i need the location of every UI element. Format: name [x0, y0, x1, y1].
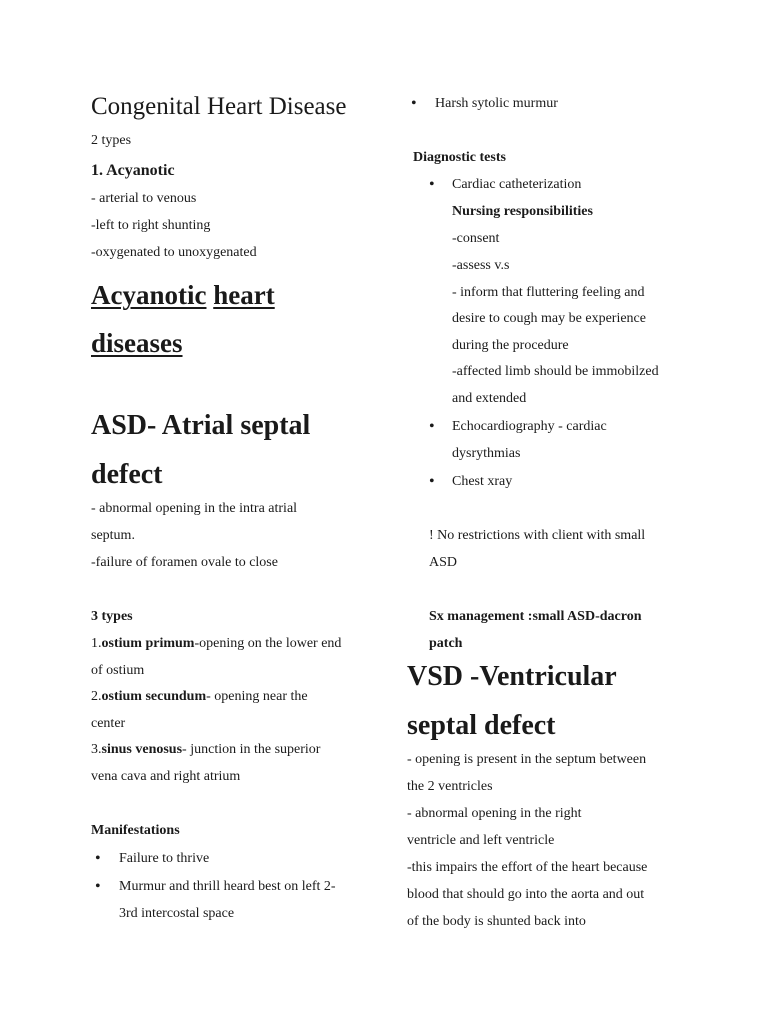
type-item-cont: of ostium — [91, 663, 145, 678]
section-heading-word: Acyanotic — [91, 280, 207, 310]
asd-heading-cont: defect — [91, 459, 163, 490]
vsd-desc-line: of the body is shunted back into — [407, 914, 586, 929]
section-heading — [91, 280, 275, 311]
restriction-note-cont: ASD — [429, 555, 458, 570]
manifestation-item: Murmur and thrill heard best on left 2- — [119, 879, 336, 894]
vsd-heading-cont: septal defect — [407, 710, 556, 741]
nursing-line: -assess v.s — [452, 258, 510, 273]
type-item: 3.sinus venosus- junction in the superior — [91, 742, 321, 757]
sx-management: Sx management :small ASD-dacron — [429, 609, 642, 624]
diagnostic-item: Echocardiography - cardiac — [452, 419, 607, 434]
section-heading-line2 — [91, 328, 183, 359]
acyanotic-point: - arterial to venous — [91, 191, 197, 206]
manifestations-label: Manifestations — [91, 823, 180, 838]
manifestation-item: Failure to thrive — [119, 851, 210, 866]
vsd-desc-line: blood that should go into the aorta and out — [407, 887, 645, 902]
type-item-cont: vena cava and right atrium — [91, 769, 241, 784]
type-item: 2.ostium secundum- opening near the — [91, 689, 308, 704]
section-heading-word: heart — [213, 280, 275, 310]
vsd-desc-line: - abnormal opening in the right — [407, 806, 582, 821]
sx-management-cont: patch — [429, 636, 463, 651]
type-item-cont: center — [91, 716, 126, 731]
page-title: Congenital Heart Disease — [91, 93, 347, 120]
nursing-line: during the procedure — [452, 338, 569, 353]
bullet-icon: • — [95, 878, 101, 895]
bullet-icon: • — [429, 418, 435, 435]
types-count: 2 types — [91, 133, 132, 148]
nursing-line: -consent — [452, 231, 500, 246]
section-heading-word: diseases — [91, 328, 183, 358]
vsd-desc-line: - opening is present in the septum between — [407, 752, 647, 767]
restriction-note: ! No restrictions with client with small — [429, 528, 646, 543]
bullet-icon: • — [429, 473, 435, 490]
acyanotic-point: -left to right shunting — [91, 218, 211, 233]
asd-desc-line: -failure of foramen ovale to close — [91, 555, 278, 570]
three-types-label: 3 types — [91, 609, 133, 624]
nursing-line: -affected limb should be immobilzed — [452, 364, 659, 379]
acyanotic-label: 1. Acyanotic — [91, 162, 175, 179]
asd-desc-line: septum. — [91, 528, 135, 543]
nursing-line: - inform that fluttering feeling and — [452, 285, 645, 300]
vsd-desc-line: the 2 ventricles — [407, 779, 493, 794]
vsd-heading: VSD -Ventricular — [407, 661, 617, 692]
bullet-icon: • — [95, 850, 101, 867]
nursing-label: Nursing responsibilities — [452, 204, 593, 219]
diagnostic-item: Chest xray — [452, 474, 513, 489]
nursing-line: and extended — [452, 391, 527, 406]
diagnostic-item: Cardiac catheterization — [452, 177, 582, 192]
vsd-desc-line: -this impairs the effort of the heart because — [407, 860, 648, 875]
bullet-icon: • — [429, 176, 435, 193]
vsd-desc-line: ventricle and left ventricle — [407, 833, 555, 848]
type-item: 1.ostium primum-opening on the lower end — [91, 636, 342, 651]
bullet-item: Harsh sytolic murmur — [435, 96, 558, 111]
asd-heading: ASD- Atrial septal — [91, 410, 311, 441]
asd-desc-line: - abnormal opening in the intra atrial — [91, 501, 298, 516]
bullet-icon: • — [411, 95, 417, 112]
acyanotic-point: -oxygenated to unoxygenated — [91, 245, 257, 260]
manifestation-item-cont: 3rd intercostal space — [119, 906, 235, 921]
diagnostic-item-cont: dysrythmias — [452, 446, 521, 461]
nursing-line: desire to cough may be experience — [452, 311, 646, 326]
diagnostic-tests-label: Diagnostic tests — [413, 150, 506, 165]
